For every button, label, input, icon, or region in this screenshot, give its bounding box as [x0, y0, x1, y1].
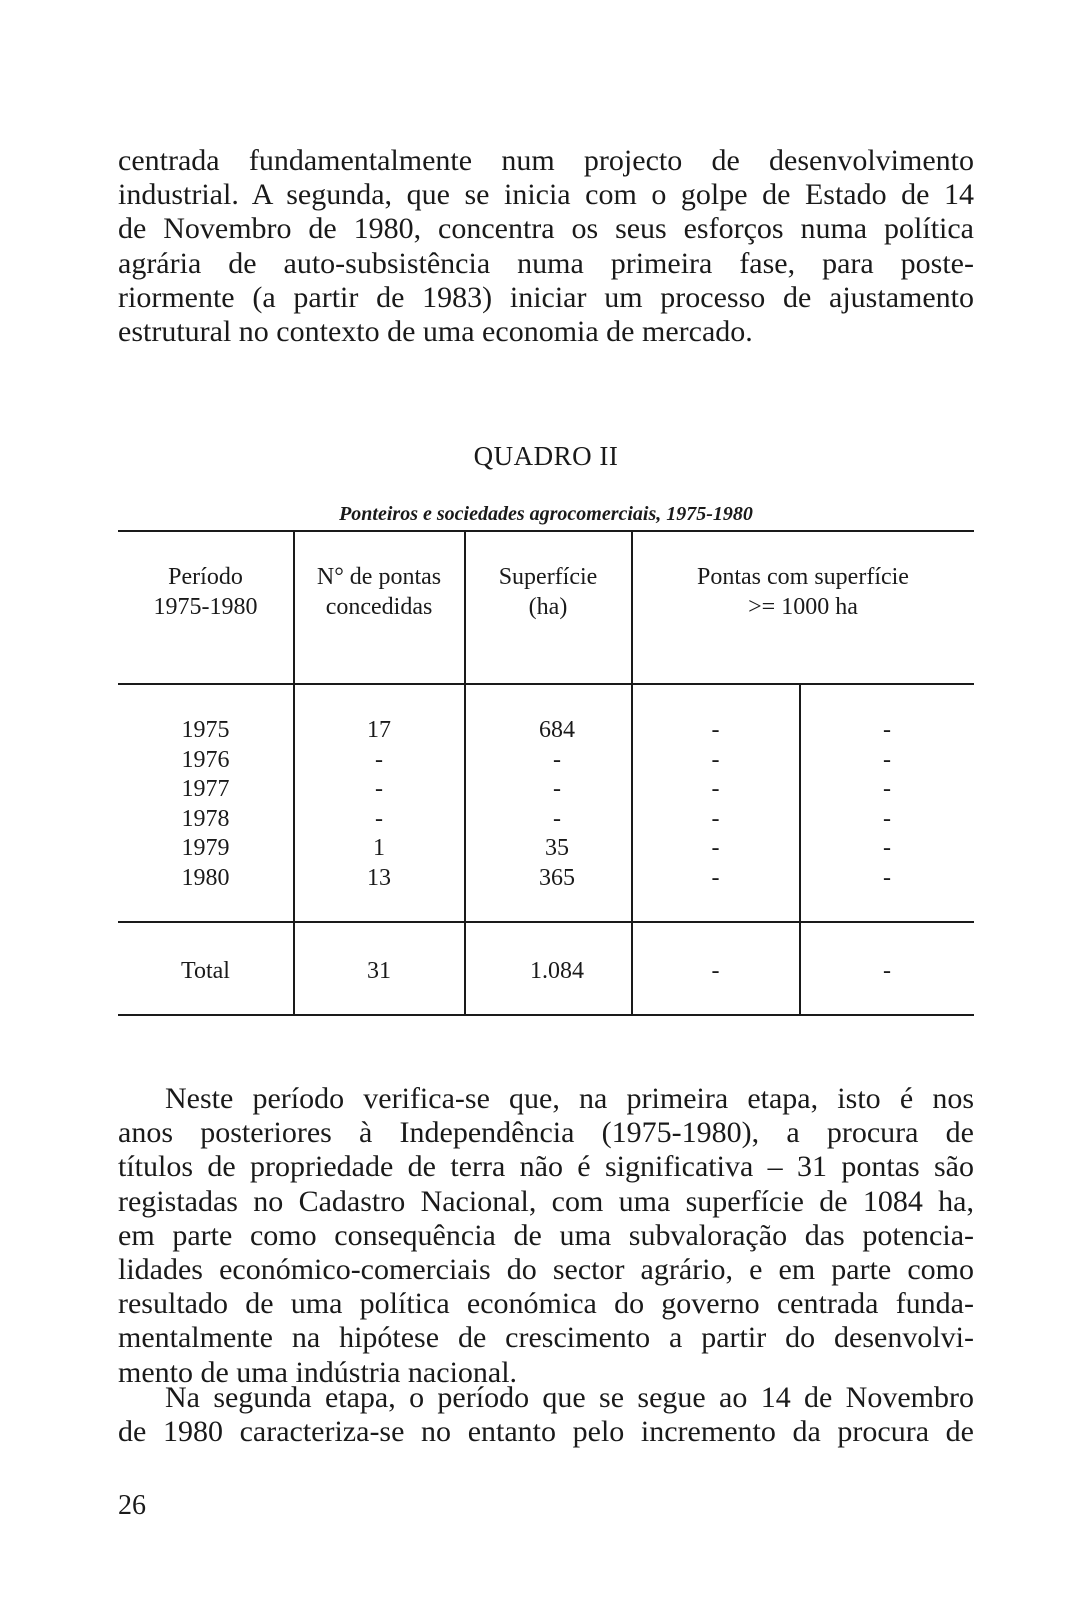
- table-cell: -: [711, 835, 720, 861]
- paragraph-intro: [118, 144, 974, 349]
- table-rule-top: [118, 530, 974, 532]
- table-cell: 684: [539, 717, 575, 743]
- text-line: estrutural no contexto de uma economia de mercado.: [118, 315, 753, 349]
- header-line: N° de pontas: [316, 564, 442, 590]
- text-line: resultado de uma política económica do governo centrada funda-: [118, 1287, 974, 1321]
- column-pontas-superficie-b: [800, 716, 974, 893]
- column-superficie: [465, 716, 649, 893]
- table-rule-header: [118, 683, 974, 685]
- table-cell: 1: [373, 835, 385, 861]
- table-cell: -: [883, 717, 891, 743]
- header-superficie: [465, 563, 631, 622]
- page-number: 26: [118, 1490, 146, 1521]
- paragraph-first-stage: [118, 1082, 974, 1390]
- header-pontas-superficie: [632, 563, 974, 622]
- table-cell: -: [883, 864, 891, 891]
- table-cell: -: [711, 746, 720, 773]
- paragraph-second-stage: [118, 1381, 974, 1449]
- table-cell: -: [553, 776, 561, 802]
- table-cell: -: [711, 776, 720, 802]
- table-cell: -: [375, 776, 383, 802]
- header-pontas: [294, 563, 464, 622]
- header-line: Pontas com superfície: [697, 564, 909, 590]
- table-cell: 1979: [181, 835, 230, 861]
- table-cell: -: [883, 776, 891, 802]
- table-cell: 1980: [181, 864, 230, 891]
- table-cell: 1975: [181, 717, 230, 743]
- header-line: >= 1000 ha: [748, 593, 858, 620]
- total-col4b: -: [883, 958, 891, 984]
- table-cell: 13: [367, 864, 391, 891]
- text-line: de 1980 caracteriza-se no entanto pelo incremento da procura de: [118, 1415, 974, 1449]
- text-line: riormente (a partir de 1983) iniciar um processo de ajustamento: [118, 280, 974, 314]
- header-line: Período: [168, 564, 243, 590]
- table-cell: 1978: [181, 805, 230, 832]
- table-cell: 365: [539, 864, 575, 891]
- text-line: de Novembro de 1980, concentra os seus esforços numa política: [118, 212, 974, 246]
- text-line: anos posteriores à Independência (1975-1980), a procura de: [118, 1116, 974, 1150]
- header-line: 1975-1980: [153, 593, 258, 620]
- total-label: Total: [181, 958, 230, 984]
- table-cell: -: [711, 864, 720, 891]
- table-cell: 1977: [181, 776, 230, 802]
- total-pontas: 31: [367, 958, 391, 984]
- table-cell: 1976: [181, 746, 230, 773]
- table-cell: 35: [545, 835, 569, 861]
- table-cell: -: [883, 835, 891, 861]
- table-caption: Ponteiros e sociedades agrocomerciais, 1975-1980: [339, 503, 753, 525]
- text-line: registadas no Cadastro Nacional, com uma superfície de 1084 ha,: [118, 1184, 974, 1218]
- table-cell: -: [711, 717, 720, 743]
- table-cell: -: [553, 805, 561, 832]
- table-cell: -: [553, 746, 561, 773]
- table-cell: -: [883, 746, 891, 773]
- header-line: concedidas: [325, 593, 433, 620]
- table-rule-body: [118, 921, 974, 923]
- text-line: Na segunda etapa, o período que se segue ao 14 de Novembro: [165, 1381, 974, 1414]
- table-cell: 17: [367, 717, 391, 743]
- table-cell: -: [375, 805, 383, 832]
- text-line: agrária de auto-subsistência numa primeira fase, para poste-: [118, 246, 974, 280]
- table-cell: -: [883, 805, 891, 832]
- text-line: em parte como consequência de uma subvaloração das potencia-: [118, 1218, 974, 1252]
- column-pontas: [294, 716, 464, 893]
- text-line: títulos de propriedade de terra não é significativa – 31 pontas são: [118, 1150, 974, 1184]
- text-line: mentalmente na hipótese de crescimento a partir do desenvolvi-: [118, 1321, 974, 1355]
- table-cell: -: [375, 746, 383, 773]
- table-rule-bottom: [118, 1014, 974, 1016]
- header-periodo: [118, 563, 293, 622]
- total-superficie: 1.084: [530, 958, 584, 984]
- column-years: [118, 716, 293, 893]
- header-line: (ha): [528, 593, 568, 620]
- total-col4a: -: [711, 958, 720, 984]
- text-line: industrial. A segunda, que se inicia com o golpe de Estado de 14: [118, 178, 974, 212]
- column-pontas-superficie-a: [632, 716, 799, 893]
- table-title: QUADRO II: [473, 441, 619, 471]
- header-line: Superfície: [498, 564, 598, 590]
- text-line: lidades económico-comerciais do sector agrário, e em parte como: [118, 1253, 974, 1287]
- text-line: mento de uma indústria nacional.: [118, 1355, 518, 1389]
- text-line: Neste período verifica-se que, na primeira etapa, isto é nos: [165, 1082, 974, 1115]
- text-line: centrada fundamentalmente num projecto de desenvolvimento: [118, 144, 974, 177]
- table-cell: -: [711, 805, 720, 832]
